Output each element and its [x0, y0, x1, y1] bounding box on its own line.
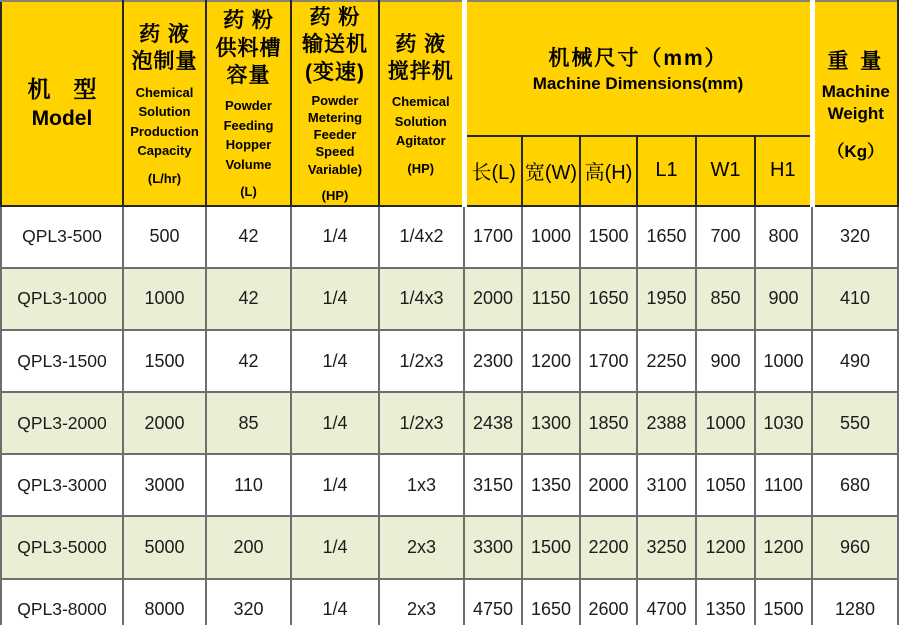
- table-row: [1, 579, 898, 625]
- table-body: [1, 206, 898, 625]
- header-model-en: Model: [31, 107, 93, 131]
- header-capacity-unit: (L/hr): [147, 170, 182, 186]
- cell-dim-width: 1150: [522, 268, 580, 330]
- cell-dim-h1: 1000: [755, 330, 812, 392]
- header-agitator-cn: 药 液 搅拌机: [387, 32, 454, 84]
- cell-model: QPL3-8000: [1, 579, 123, 625]
- header-dim-h1: H1: [755, 136, 812, 206]
- header-dimensions-group: [464, 1, 812, 136]
- cell-dim-l1: 1950: [637, 268, 696, 330]
- cell-feeder: 1/4: [291, 516, 379, 578]
- cell-dim-height: 2200: [580, 516, 637, 578]
- cell-dim-l1: 3250: [637, 516, 696, 578]
- cell-agitator: 2x3: [379, 516, 464, 578]
- cell-weight: 320: [812, 206, 898, 268]
- cell-dim-width: 1650: [522, 579, 580, 625]
- cell-agitator: 2x3: [379, 579, 464, 625]
- cell-capacity: 5000: [123, 516, 206, 578]
- cell-dim-h1: 1200: [755, 516, 812, 578]
- cell-dim-l1: 3100: [637, 454, 696, 516]
- header-dimensions-cn: 机械尺寸（mm）: [548, 47, 728, 71]
- cell-dim-h1: 1500: [755, 579, 812, 625]
- cell-dim-length: 2438: [464, 392, 522, 454]
- header-agitator-en: Chemical Solution Agitator: [391, 94, 450, 149]
- cell-hopper: 200: [206, 516, 291, 578]
- header-hopper-unit: (L): [240, 184, 257, 200]
- header-capacity-cn: 药 液 泡制量: [131, 23, 198, 74]
- cell-feeder: 1/4: [291, 268, 379, 330]
- cell-feeder: 1/4: [291, 330, 379, 392]
- table-header: [1, 1, 898, 206]
- cell-hopper: 85: [206, 392, 291, 454]
- header-model-cn: 机 型: [27, 76, 97, 103]
- cell-dim-length: 2300: [464, 330, 522, 392]
- cell-dim-l1: 2388: [637, 392, 696, 454]
- header-weight-cn: 重 量: [827, 50, 885, 74]
- cell-hopper: 42: [206, 330, 291, 392]
- header-hopper-en: Powder Feeding Hopper Volume: [223, 98, 274, 172]
- cell-dim-h1: 900: [755, 268, 812, 330]
- header-weight: [812, 1, 898, 206]
- cell-hopper: 42: [206, 206, 291, 268]
- cell-weight: 410: [812, 268, 898, 330]
- header-capacity-en: Chemical Solution Production Capacity: [130, 84, 199, 159]
- cell-weight: 1280: [812, 579, 898, 625]
- header-feeder-cn: 药 粉 输送机 (变速): [302, 6, 368, 84]
- cell-model: QPL3-1500: [1, 330, 123, 392]
- cell-weight: 550: [812, 392, 898, 454]
- header-feeder-en: Powder Metering Feeder Speed Variable): [307, 92, 363, 177]
- cell-capacity: 8000: [123, 579, 206, 625]
- table-row: [1, 516, 898, 578]
- table-row: [1, 206, 898, 268]
- header-weight-en: Machine Weight: [821, 82, 890, 123]
- cell-agitator: 1/4x2: [379, 206, 464, 268]
- header-agitator: [379, 1, 464, 206]
- cell-weight: 680: [812, 454, 898, 516]
- cell-model: QPL3-500: [1, 206, 123, 268]
- cell-dim-width: 1200: [522, 330, 580, 392]
- cell-hopper: 110: [206, 454, 291, 516]
- cell-dim-length: 4750: [464, 579, 522, 625]
- cell-dim-w1: 1350: [696, 579, 755, 625]
- cell-feeder: 1/4: [291, 392, 379, 454]
- cell-dim-height: 1850: [580, 392, 637, 454]
- cell-capacity: 3000: [123, 454, 206, 516]
- cell-capacity: 1000: [123, 268, 206, 330]
- cell-weight: 490: [812, 330, 898, 392]
- cell-feeder: 1/4: [291, 579, 379, 625]
- cell-dim-height: 2600: [580, 579, 637, 625]
- cell-model: QPL3-3000: [1, 454, 123, 516]
- cell-hopper: 320: [206, 579, 291, 625]
- cell-model: QPL3-1000: [1, 268, 123, 330]
- header-hopper: [206, 1, 291, 206]
- cell-capacity: 500: [123, 206, 206, 268]
- header-dim-height: 高(H): [580, 136, 637, 206]
- cell-agitator: 1/4x3: [379, 268, 464, 330]
- cell-agitator: 1/2x3: [379, 392, 464, 454]
- cell-dim-height: 1700: [580, 330, 637, 392]
- header-model: [1, 1, 123, 206]
- cell-dim-width: 1350: [522, 454, 580, 516]
- cell-hopper: 42: [206, 268, 291, 330]
- cell-dim-height: 1500: [580, 206, 637, 268]
- cell-dim-w1: 1000: [696, 392, 755, 454]
- table-row: [1, 268, 898, 330]
- cell-agitator: 1/2x3: [379, 330, 464, 392]
- cell-dim-w1: 900: [696, 330, 755, 392]
- cell-dim-l1: 4700: [637, 579, 696, 625]
- cell-capacity: 2000: [123, 392, 206, 454]
- cell-dim-w1: 1200: [696, 516, 755, 578]
- header-dimensions-en: Machine Dimensions(mm): [532, 74, 744, 94]
- cell-dim-width: 1000: [522, 206, 580, 268]
- header-feeder: [291, 1, 379, 206]
- header-dim-width: 宽(W): [522, 136, 580, 206]
- cell-dim-length: 3150: [464, 454, 522, 516]
- cell-dim-w1: 700: [696, 206, 755, 268]
- cell-weight: 960: [812, 516, 898, 578]
- cell-agitator: 1x3: [379, 454, 464, 516]
- cell-dim-height: 1650: [580, 268, 637, 330]
- header-hopper-cn: 药 粉 供料槽 容量: [215, 9, 282, 87]
- cell-dim-l1: 2250: [637, 330, 696, 392]
- cell-dim-l1: 1650: [637, 206, 696, 268]
- cell-dim-width: 1500: [522, 516, 580, 578]
- header-row-main: [1, 1, 898, 136]
- cell-capacity: 1500: [123, 330, 206, 392]
- cell-dim-length: 2000: [464, 268, 522, 330]
- cell-dim-length: 3300: [464, 516, 522, 578]
- header-dim-length: 长(L): [464, 136, 522, 206]
- cell-dim-w1: 850: [696, 268, 755, 330]
- cell-feeder: 1/4: [291, 454, 379, 516]
- header-feeder-unit: (HP): [321, 187, 349, 203]
- table-row: [1, 454, 898, 516]
- cell-dim-h1: 800: [755, 206, 812, 268]
- cell-dim-h1: 1100: [755, 454, 812, 516]
- cell-dim-width: 1300: [522, 392, 580, 454]
- table-row: [1, 392, 898, 454]
- cell-feeder: 1/4: [291, 206, 379, 268]
- cell-dim-h1: 1030: [755, 392, 812, 454]
- header-weight-unit: （Kg）: [827, 141, 885, 161]
- cell-dim-w1: 1050: [696, 454, 755, 516]
- header-dim-l1: L1: [637, 136, 696, 206]
- cell-dim-height: 2000: [580, 454, 637, 516]
- header-agitator-unit: (HP): [407, 160, 435, 176]
- header-dim-w1: W1: [696, 136, 755, 206]
- cell-model: QPL3-2000: [1, 392, 123, 454]
- table-row: [1, 330, 898, 392]
- cell-model: QPL3-5000: [1, 516, 123, 578]
- cell-dim-length: 1700: [464, 206, 522, 268]
- header-capacity: [123, 1, 206, 206]
